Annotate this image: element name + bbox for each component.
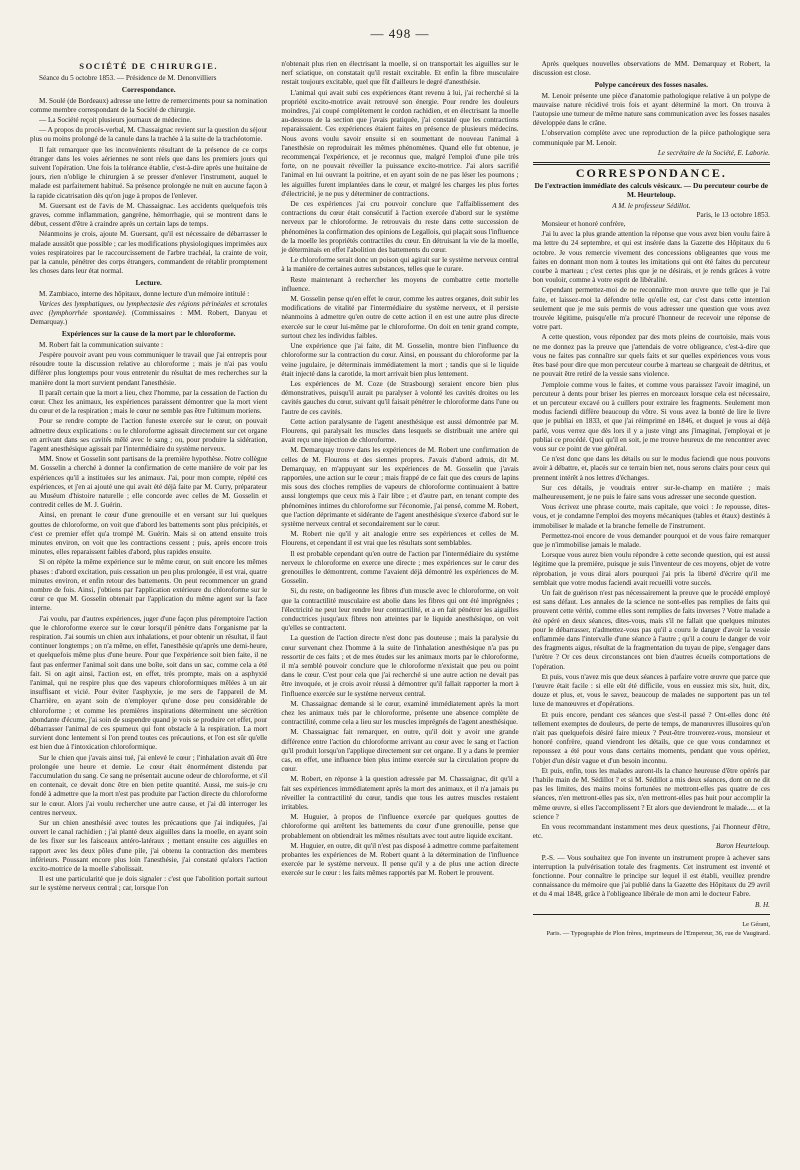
paragraph: Cette action paralysante de l'agent anesthésique est aussi démontrée par M. Flourens, qui paralysait les muscles dans lesquels se distribuait une artère qui avait reçu une injection de chloroforme.	[281, 417, 519, 445]
paragraph: M. Robert, en réponse à la question adressée par M. Chassaignac, dit qu'il a fait ses expériences immédiatement après la mort des animaux, et il n'a jamais pu réveiller la contractilité du cœur, tandis que tous les autres muscles restaient irritables.	[281, 775, 519, 812]
footer-divider	[533, 914, 770, 915]
column-left	[30, 60, 267, 1170]
paragraph: M. Lenoir présente une pièce d'anatomie pathologique relative à un polype de mauvaise nature récidivé trois fois et ayant déterminé la mort. On trouva à l'autopsie une tumeur de même nature sans communication avec les fosses nasales développée dans le crâne.	[532, 91, 770, 128]
printer-imprint: Paris. — Typographie de Plon frères, imprimeurs de l'Empereur, 36, rue de Vaugirard.	[546, 929, 770, 937]
paragraph: M. Guersant est de l'avis de M. Chassaignac. Les accidents quelquefois très graves, comme inflammation, gangrène, hémorrhagie, qui se montrent dans le début, cessent d'être à craindre après un certain laps de temps.	[30, 201, 268, 229]
page-number: — 498 —	[370, 26, 430, 41]
paragraph: M. Soulé (de Bordeaux) adresse une lettre de remerciments pour sa nomination comme membre correspondant de la Société de chirurgie.	[30, 96, 268, 114]
paragraph: Vous écrivez une phrase courte, mais capitale, que voici : Je repousse, dites-vous, et je condamne l'emploi des moyens mécaniques (tables et étaux) destinés à immobiliser le malade et la branche femelle de l'instrument.	[532, 503, 770, 530]
paragraph: M. Demarquay trouve dans les expériences de M. Robert une confirmation de celles de M. Flourens et des siennes propres. J'avais d'abord admis, dit M. Demarquay, en m'appuyant sur les expériences de M. Gosselin que j'avais rapportées, une action sur le cœur ; mais frappé de ce fait que des cœurs de lapins mis sous des cloches remplies de vapeurs de chloroforme continuaient à battre aussi longtemps que ceux mis à l'air libre ; et d'autre part, en tenant compte des phénomènes intimes du chloroforme sur l'économie, j'ai pensé, comme M. Robert, que l'action déprimante et sidérante de l'agent anesthésique s'exerce d'abord sur le système nerveux central et secondairement sur le cœur.	[281, 446, 519, 528]
paragraph: M. Robert fait la communication suivante :	[39, 340, 163, 349]
polype-heading: Polype cancéreux des fosses nasales.	[594, 80, 709, 90]
paragraph: J'ai lu avec la plus grande attention la réponse que vous avez bien voulu faire à ma lettre du 24 septembre, et qui est insérée dans la Gazette des Hôpitaux du 6 octobre. Je vous remercie vivement des concessions obligeantes que vous me faites en donnant mon nom à toutes les imitations qui ont été faites du percuteur courbe à marteau ; c'est certes plus que je ne désirais, et je rends grâces à votre bon vouloir, comme à votre esprit de libéralité.	[532, 230, 770, 285]
paragraph: Si on répète la même expérience sur le même cœur, on suit encore les mêmes phases : d'abord excitation, puis cessation un peu plus prolongée, il est vrai, quatre minutes environ, et enfin retour des battements. On peut recommencer un grand nombre de fois. Ainsi, j'obtiens par l'application extérieure du chloroforme sur le cœur ce que M. Gosselin obtenait par l'application du même agent sur la face interne.	[30, 558, 268, 613]
correspondance-title: CORRESPONDANCE.	[575, 166, 727, 181]
paragraph: Lorsque vous aurez bien voulu répondre à cette seconde question, qui est aussi légitime que la première, puisque je suis l'inventeur de ces moyens, objet de votre réprobation, je vous dirai alors pourquoi j'ai pris la liberté d'écrire qu'il me semblait que votre modus faciendi avait recueilli votre succès.	[532, 551, 770, 587]
correspondance-heading: Correspondance.	[121, 85, 176, 95]
paragraph: Néanmoins je crois, ajoute M. Guersant, qu'il est nécessaire de débarrasser le malade aussitôt que possible ; car les modifications physiologiques imprimées aux voies respiratoires par le raccourcissement de l'arbre trachéal, la crainte de voir, par la canule, pénétrer des corps étrangers, commandent de rétablir promptement les choses dans leur état normal.	[30, 230, 268, 276]
paragraph: J'ai voulu, par d'autres expériences, juger d'une façon plus péremptoire l'action que le chloroforme exerce sur le cœur lorsqu'il pénètre dans l'organisme par la respiration. J'ai soumis un chien aux inhalations, et pour obtenir un résultat, il faut continuer longtemps ; on n'a même, en effet, l'anesthésie qu'après une demi-heure, et quelquefois même plus d'une heure. Pour que l'expérience soit bien faite, il ne faut pas enfermer l'animal soit dans une boîte, soit dans un sac, comme cela a été fait. Si on agit ainsi, l'action est, en effet, très prompte, mais on a asphyxié l'animal, qui ne respire plus que des vapeurs chloroformiques mêlées à un air insuffisant et vicié. Pour éviter l'asphyxie, je me sers de l'appareil de M. Charrière, en ayant soin de n'employer qu'une dose peu considérable de chloroforme ; et comme les premières inspirations déterminent une sécrétion abondante d'écume, j'ai soin de suspendre quand je vois se produire cet effet, pour débarrasser l'animal de ces spumeux qui font obstacle à la respiration. La mort survient donc lentement si l'on prend toutes ces précautions, et l'on est sûr qu'elle est bien due à l'intoxication chloroformique.	[30, 614, 268, 752]
column-middle	[281, 60, 518, 1170]
paragraph: Il est probable cependant qu'en outre de l'action par l'intermédiaire du système nerveux le chloroforme en exerce une directe ; mes expériences sur le cœur des grenouilles le démontrent, comme l'avaient déjà démontré les expériences de M. Gosselin.	[281, 549, 519, 586]
paragraph: Ce n'est donc que dans les détails ou sur le modus faciendi que nous pouvons avoir à débattre, et, placés sur ce terrain bien net, nous serons clairs pour ceux qui prennent intérêt à nos lettres d'échanges.	[532, 455, 770, 482]
initials-signature: B. H.	[755, 900, 770, 909]
paragraph: Il est une particularité que je dois signaler : c'est que l'abolition portait surtout sur le système nerveux central ; car, lorsque l'on	[30, 875, 268, 893]
date-line: Paris, le 13 octobre 1853.	[696, 210, 770, 219]
paragraph: En vous recommandant instamment mes deux questions, j'ai l'honneur d'être, etc.	[532, 823, 770, 841]
paragraph: Si, du reste, on badigeonne les fibres d'un muscle avec le chloroforme, on voit que la contractilité musculaire est abolie dans les fibres qui ont été imprégnées ; l'électricité ne peut leur rendre leur contractilité, et a en fait pénétrer les aiguilles conductrices jusqu'aux fibres non atteintes par le liquide anesthésique, on voit qu'elles se contractent.	[281, 587, 519, 633]
paragraph: Les expériences de M. Coze (de Strasbourg) seraient encore bien plus démonstratives, puisqu'il aurait pu paralyser à volonté les cavités droites ou les cavités gauches du cœur, suivant qu'il faisait pénétrer le chloroforme dans l'une ou l'autre de ces cavités.	[281, 379, 519, 416]
postscript: P.-S. — Vous souhaitez que l'on invente un instrument propre à achever sans interruption la pulvérisation totale des fragments. Cet instrument est inventé et fonctionne. Pour connaître le principe sur lequel il est établi, veuillez prendre connaissance du mémoire que j'ai publié dans la Gazette des Hôpitaux du 29 avril et du 4 mai 1848, grâce à l'obligeance libérale de mon ami le docteur Fabre.	[532, 853, 770, 899]
society-title: SOCIÉTÉ DE CHIRURGIE.	[79, 61, 219, 71]
addressee: A M. le professeur Sédillot.	[612, 201, 691, 210]
memoir-title-paragraph	[30, 300, 267, 328]
lecture-heading: Lecture.	[135, 278, 162, 288]
paragraph: Ainsi, en prenant le cœur d'une grenouille et en versant sur lui quelques gouttes de chloroforme, on voit que d'abord les battements sont plus précipités, et c'est ce premier effet qu'a trompé M. Guérin. Mais si on attend ensuite trois minutes environ, on voit que les contractions cessent ; puis, après encore trois minutes, elles reparaissent faibles d'abord, plus rapides ensuite.	[30, 511, 268, 557]
paragraph: Sur le chien que j'avais ainsi tué, j'ai enlevé le cœur ; l'inhalation avait dû être prolongée une heure et demie. Le cœur était énormément distendu par l'accumulation du sang. Ce sang ne présentait aucune odeur de chloroforme, et s'il en contenait, ce devait donc être en bien petite quantité. Aussi, me suis-je cru fondé à admettre que la mort n'est pas produite par l'action directe du chloroforme sur le cœur. Alors j'ai voulu rechercher une autre cause, et j'ai dû interroger les centres nerveux.	[30, 753, 268, 817]
session-line: Séance du 5 octobre 1853. — Présidence de M. Denonvilliers	[39, 74, 217, 83]
paragraph: M. Huguier, à propos de l'influence exercée par quelques gouttes de chloroforme qui arrêtent les battements du cœur d'une grenouille, pense que probablement on obtiendrait les mêmes résultats avec tout autre liquide excitant.	[281, 813, 519, 840]
paragraph: — La Société reçoit plusieurs journaux de médecine.	[39, 116, 192, 125]
paragraph: Après quelques nouvelles observations de MM. Demarquay et Robert, la discussion est close.	[532, 60, 770, 78]
paragraph: Le chloroforme serait donc un poison qui agirait sur le système nerveux central à la manière de certaines autres substances, telles que le curare.	[281, 256, 519, 274]
paragraph: M. Gosselin pense qu'en effet le cœur, comme les autres organes, doit subir les modifications de vitalité par l'intermédiaire du système nerveux, et il persiste néanmoins à admettre qu'en outre de cette action il en est une autre plus directe exercée sur le cœur lui-même par le chloroforme. On doit en tenir grand compte, surtout chez les individus faibles.	[281, 295, 519, 340]
memoir-title: Varices des lymphatiques, ou lymphectasie des régions périnéales et scrotales avec (lymphorrhée spontanée).	[30, 299, 268, 318]
paragraph: Et puis encore, pendant ces séances que s'est-il passé ? Ont-elles donc été tellement exemptes de douleurs, de perte de temps, de manœuvres illusoires qu'on n'ait pas quelquefois désiré faire mieux ? Peut-être trouverez-vous, monsieur et honoré confrère, quand viendront les détails, que ce que vous condamnez et repoussez a été pour vous dans certains moments, pendant que vous opériez, l'objet d'un désir vague et d'un besoin inconnu.	[532, 710, 770, 765]
paragraph: M. Chassaignac fait remarquer, en outre, qu'il doit y avoir une grande différence entre l'action du chloroforme arrivant au cœur avec le sang et l'action qu'il produit lorsqu'on l'applique directement sur cet organe. Il y a dans le premier cas, en effet, une influence bien plus intime exercée sur la circulation propre du cœur.	[281, 728, 519, 774]
columns	[30, 60, 770, 1170]
paragraph: M. Chassaignac demande si le cœur, examiné immédiatement après la mort chez les animaux tués par le chloroforme, présente une absence complète de contractilité, comme cela a lieu sur les muscles imprégnés de l'agent anesthésique.	[281, 699, 519, 727]
paragraph: MM. Snow et Gosselin sont partisans de la première hypothèse. Notre collègue M. Gosselin a cherché à donner la confirmation de cette manière de voir par les expériences qu'il a instituées sur les animaux. J'ai, pour mon compte, répété ces expériences, et j'en ai ajouté une qui avait été déjà faite par M. Curry, préparateur au Muséum d'histoire naturelle ; elle concorde avec celles de M. Gosselin et contredit celles de M. J. Guérin.	[30, 455, 268, 510]
paragraph: — A propos du procès-verbal, M. Chassaignac revient sur la question du séjour plus ou moins prolongé de la canule dans la trachée à la suite de la trachéotomie.	[30, 126, 268, 144]
heurteloup-signature: Baron Heurteloup.	[715, 842, 770, 851]
paragraph: Permettez-moi encore de vous demander pourquoi et de vous faire remarquer que je n'immobilise jamais le malade.	[532, 531, 770, 549]
paragraph: n'obtenait plus rien en électrisant la moelle, si on transportait les aiguilles sur le nerf sciatique, on constatait qu'il restait excitable. Et enfin la fibre musculaire restait toujours excitable, quel que fût d'ailleurs le degré d'anesthésie.	[281, 60, 519, 87]
paragraph: Il fait remarquer que les inconvénients résultant de la présence de ce corps étranger dans les voies aériennes ne sont réels que dans les premiers jours qui suivent l'opération. Une fois la tolérance établie, c'est-à-dire après une huitaine de jours, rien n'oblige le chirurgien à se presser d'enlever l'instrument, auquel le malade est parfaitement habitué. Sa présence prolongée ne nuit en aucune façon à la rapide cicatrisation dès qu'on juge à propos de l'enlever.	[30, 145, 268, 200]
experiments-heading: Expériences sur la cause de la mort par le chloroforme.	[61, 329, 236, 339]
paragraph: Une expérience que j'ai faite, dit M. Gosselin, montre bien l'influence du chloroforme sur la contraction du cœur. Ainsi, en poussant du chloroforme par la veine jugulaire, je déterminais immédiatement la mort ; tandis que si le liquide était injecté dans la carotide, la mort arrivait bien plus lentement.	[281, 342, 519, 378]
paragraph: A cette question, vous répondez par des mots pleins de courtoisie, mais vous ne me donnez pas la preuve que j'attendais de votre obligeance, c'est-à-dire que vous ne faites pas connaître sur quels faits et sur quelles expériences vous vous êtes basé pour dire que mon percuteur courbe à marteau se chargeait de détritus, et ne pouvait être retiré de la vessie sans violence.	[532, 333, 770, 379]
paragraph: Reste maintenant à rechercher les moyens de combattre cette mortelle influence.	[281, 275, 519, 293]
paragraph: M. Huguier, en outre, dit qu'il n'est pas disposé à admettre comme parfaitement probantes les expériences de M. Robert quant à la détermination de l'influence exercée par le système nerveux. Il pense qu'il y a de plus une action directe exercée sur le cœur : les faits mêmes rapportés par M. Robert le prouvent.	[281, 841, 519, 878]
paragraph: Sur un chien anesthésié avec toutes les précautions que j'ai indiquées, j'ai ouvert le canal rachidien ; j'ai planté deux aiguilles dans la moelle, en ayant soin de les fixer sur les faisceaux antéro-latéraux ; mettant ensuite ces aiguilles en rapport avec les deux pôles d'une pile, j'ai obtenu la contraction des membres inférieurs. Poussant encore plus loin l'anesthésie, j'ai constaté qu'alors l'action excito-motrice de la moelle s'abolissait.	[30, 819, 268, 874]
commissaires: (Commissaires : MM. Robert, Danyau et Demarquay.)	[30, 309, 268, 327]
paragraph: L'observation complète avec une reproduction de la pièce pathologique sera communiquée par M. Lenoir.	[532, 129, 770, 147]
paragraph: Un fait de guérison n'est pas nécessairement la preuve que le procédé employé est sans défaut. Les annales de la science ne sont-elles pas remplies de faits qui prouvent cette vérité, comme elles sont remplies de faits inverses ? Votre malade a été opéré en deux séances, dites-vous, mais s'il ne fallait que quelques minutes pour le débarrasser, n'admettez-vous pas qu'il a couru le danger d'avoir la vessie enflammée dans l'intervalle d'une séance à l'autre ; qu'il a couru le danger de voir des fragments aigus, résultat de la fragmentation du tuyau de pipe, s'engager dans l'urètre ? Or ces deux circonstances ont bien d'autres écueils comportations de l'opération.	[532, 588, 770, 671]
paragraph: Pour se rendre compte de l'action funeste exercée sur le cœur, on pouvait admettre deux explications : ou le chloroforme agissait directement sur cet organe en arrivant dans ses cavités mêlé avec le sang ; ou, pour produire la sidération, l'agent anesthésique agissait par l'intermédiaire du système nerveux.	[30, 417, 268, 453]
section-divider	[533, 162, 770, 165]
paragraph: Et puis, vous n'avez mis que deux séances à parfaire votre œuvre que parce que l'œuvre était facile : si elle eût été difficile, vous en eussiez mis six, huit, dix, douze et plus, et, vous le savez, beaucoup de malades ne supportent pas un tel luxe de manœuvres et d'opérations.	[532, 672, 770, 709]
secretary-signature: Le secrétaire de la Société, E. Laborie.	[657, 148, 770, 157]
paragraph: Et puis, enfin, tous les malades auront-ils la chance heureuse d'être opérés par l'habile main de M. Sédillot ? et si M. Sédillot a mis deux séances, dont on ne dit pas les limites, des mains moins fortunées ne mettront-elles pas quatre de ces séances, n'en mettront-elles pas six, n'en mettront-elles pas huit pour accomplir la même œuvre, si elles l'accomplissent ? Et alors que deviendront le malade..... et la science ?	[532, 766, 770, 821]
paragraph: M. Robert nie qu'il y ait analogie entre ses expériences et celles de M. Flourens, et cependant il est vrai que les résultats sont semblables.	[281, 530, 519, 548]
paragraph: J'espère pouvoir avant peu vous communiquer le travail que j'ai entrepris pour résoudre toute la discussion relative au chloroforme ; mais je n'ai pas voulu différer plus longtemps pour vous entretenir du résultat de mes recherches sur la manière dont la mort survient pendant l'anesthésie.	[30, 350, 268, 387]
column-right	[533, 60, 770, 1170]
paragraph: M. Zambiaco, interne des hôpitaux, donne lecture d'un mémoire intitulé :	[39, 289, 250, 298]
paragraph: J'emploie comme vous le faites, et comme vous paraissez l'avoir imaginé, un percuteur à dents pour briser les pierres en morceaux lorsque cela est nécessaire, et un percuteur excavé ou à cuillers pour extraire les fragments. Seulement mon modus faciendi diffère beaucoup du vôtre. Si vous avez la bonté de lire le livre que je publiai en 1833, et que j'ai réimprimé en 1846, et duquel je vous ai déjà parlé, vous verrez que dès lors il y a juste vingt ans j'imaginai, j'employai et je publiai ce procédé. Quoi qu'il en soit, je me trouve heureux de me rencontrer avec vous sur ce point de vue général.	[532, 380, 770, 453]
paragraph: Cependant permettez-moi de ne reconnaître mon œuvre que telle que je l'ai faite, et laissez-moi la défendre telle qu'elle est, car c'est dans cette intention seulement que je me suis permis de vous adresser une question que vous avez trouvée légitime, puisqu'elle m'a procuré l'honneur de recevoir une réponse de votre part.	[532, 286, 770, 332]
paragraph: Il paraît certain que la mort a lieu, chez l'homme, par la cessation de l'action du cœur. Chez les animaux, les expériences paraissent démontrer que la mort vient du cœur et de la respiration ; mais le cœur ne semble pas être l'ultimum moriens.	[30, 388, 268, 416]
letter-heading: De l'extraction immédiate des calculs vésicaux. — Du percuteur courbe de M. Heurteloup.	[534, 181, 769, 200]
paragraph: De ces expériences j'ai cru pouvoir conclure que l'affaiblissement des contractions du cœur était consécutif à l'action exercée d'abord sur le système nerveux par le chloroforme. Je retrouvais du reste dans cette succession de phénomènes la confirmation des opinions de Legallois, qui plaçait sous l'influence de la moelle les propriétés contractiles du cœur. En détruisant la vie de la moelle, je déterminais en effet l'abolition des battements du cœur.	[281, 200, 519, 255]
gerant-label: Le Gérant,	[742, 920, 770, 928]
paragraph: Sur ces détails, je voudrais entrer sur-le-champ en matière ; mais malheureusement, je ne puis le faire sans vous adresser une seconde question.	[532, 483, 770, 501]
paragraph: La question de l'action directe n'est donc pas douteuse ; mais la paralysie du cœur survenant chez l'homme à la suite de l'inhalation anesthésique n'a pas pu ressortir de ces faits ; et de mes études sur les animaux morts par le chloroforme, il m'a semblé pouvoir conclure que le chloroforme n'existait que peu ou point dans le cœur. C'est pour cela que j'ai recherché si une autre action ne devait pas être invoquée, et je crois avoir réussi à démontrer qu'il fallait rapporter la mort à l'influence exercée sur le système nerveux central.	[281, 634, 519, 698]
salutation: Monsieur et honoré confrère,	[541, 220, 626, 229]
paragraph: L'animal qui avait subi ces expériences étant revenu à lui, j'ai recherché si la propriété excito-motrice avait retrouvé son énergie. Pour rendre les douleurs moindres, j'ai coupé complètement le cordon rachidien, et en électrisant la moelle au-dessous de la section que j'avais pratiquée, j'ai constaté que les contractions reparaissaient. Ces expériences étaient faites en présence de plusieurs médecins. Nous avons voulu savoir ensuite si en soumettant de nouveau l'animal à l'anesthésie on reproduirait les mêmes phénomènes. Quand elle fut obtenue, je recommençai l'expérience, et je reconnus que, malgré l'emploi d'une pile très forte, on ne pouvait réveiller la puissance excito-motrice. J'ai alors sacrifié l'animal en lui ouvrant la poitrine, et en ayant soin de ne pas léser les poumons ; les aiguilles furent implantées dans le cœur, et malgré les charges les plus fortes d'électricité, je ne pus y déterminer de contractions.	[281, 88, 519, 198]
